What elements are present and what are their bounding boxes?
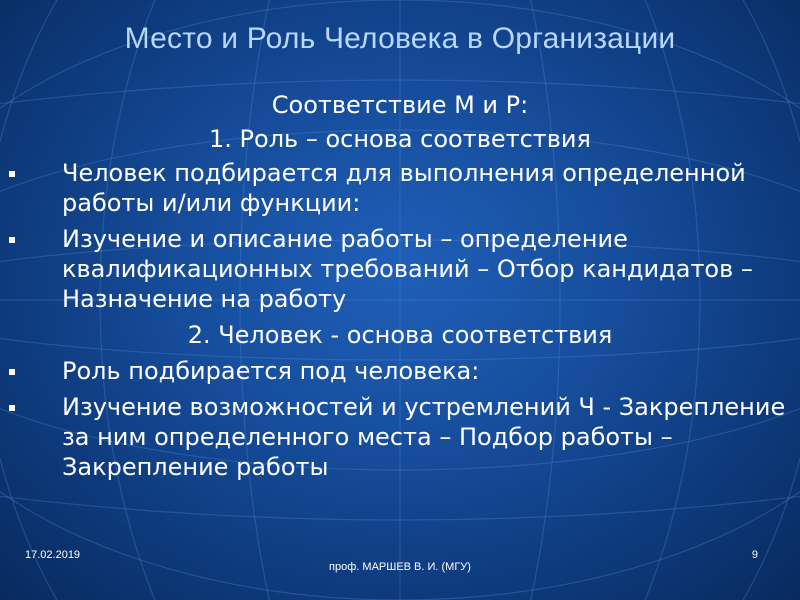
slide-number: 9: [751, 549, 758, 561]
bullet-square-icon: [9, 171, 15, 177]
slide-title: Место и Роль Человека в Организации: [124, 22, 676, 55]
bullet-text: Изучение возможностей и устремлений Ч - Закрепление за ним определенного места – Подбор работы – Закрепление работы: [62, 393, 786, 481]
bullet-item: [0, 224, 800, 314]
bullet-item: [0, 392, 800, 482]
section-heading-1: 1. Роль – основа соответствия: [209, 125, 591, 153]
bullet-item: [0, 158, 800, 218]
slide-content: [0, 90, 800, 482]
footer-author: проф. МАРШЕВ В. И. (МГУ): [329, 561, 471, 573]
bullet-item: [0, 356, 800, 386]
bullet-text: Человек подбирается для выполнения определенной работы и/или функции:: [62, 159, 746, 217]
section-heading-2: 2. Человек - основа соответствия: [187, 321, 613, 349]
bullet-square-icon: [9, 237, 15, 243]
bullet-text: Роль подбирается под человека:: [62, 357, 480, 385]
footer-date: 17.02.2019: [25, 549, 81, 561]
bullet-text: Изучение и описание работы – определение квалификационных требований – Отбор кандидатов – Назначение на работу: [62, 225, 753, 313]
subtitle: Соответствие М и Р:: [271, 91, 529, 119]
bullet-square-icon: [9, 369, 15, 375]
bullet-square-icon: [9, 405, 15, 411]
